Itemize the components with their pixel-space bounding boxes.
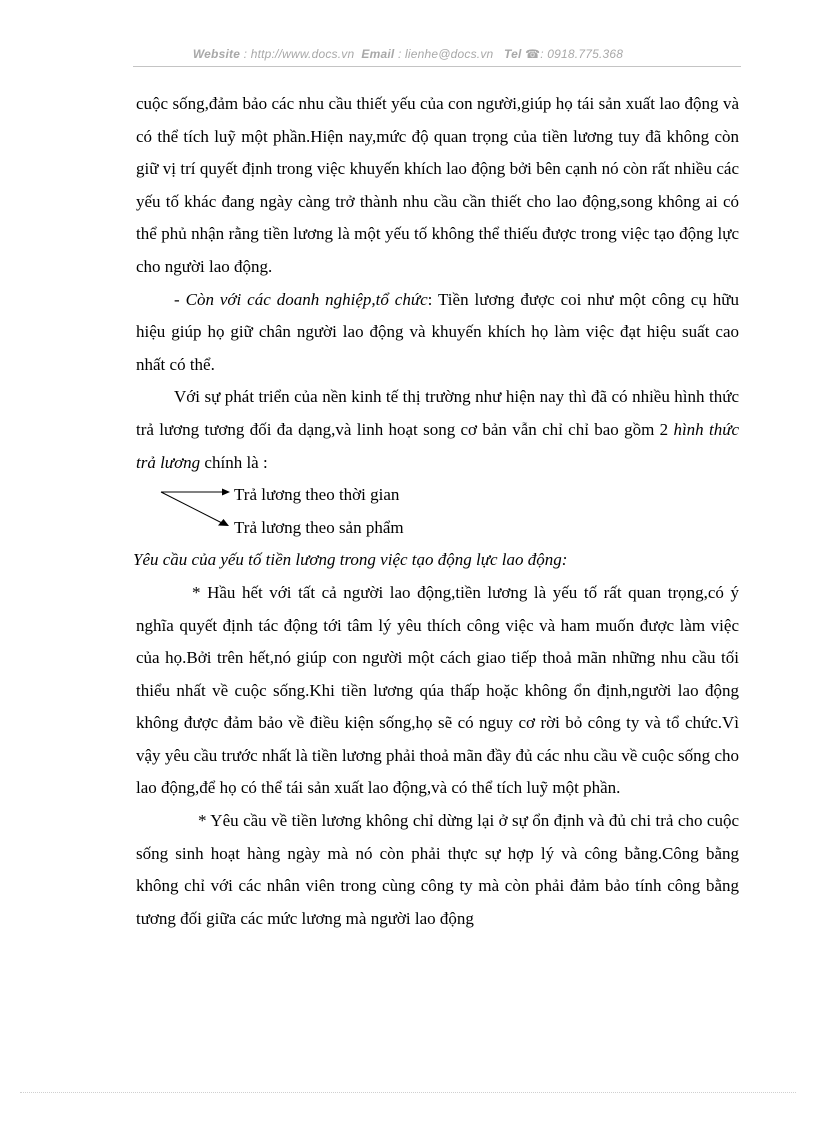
forms-text-before: Với sự phát triển của nền kinh tế thị trường như hiện nay thì đã có nhiều hình thức trả lương tương đối đa dạng,và linh hoạt song cơ bản vẫn chỉ chỉ bao gồm 2 [136,387,739,439]
enterprise-rest: : Tiền lương được coi như một công cụ hữu hiệu giúp họ giữ chân người lao động và khuyến khích họ làm việc đạt hiệu suất cao nhất có thể. [136,289,739,374]
paragraph-1: cuộc sống,đảm bảo các nhu cầu thiết yếu của con người,giúp họ tái sản xuất lao động và có thể tích luỹ một phần.Hiện nay,mức độ quan trọng của tiền lương tuy đã không còn giữ vị trí quyết định trong việc khuyến khích lao động bởi bên cạnh nó còn rất nhiều các yếu tố khác đang ngày càng trở thành nhu cầu cần thiết cho lao động,song không ai có thể phủ nhận rằng tiền lương là một yếu tố không thể thiếu được trong việc tạo động lực cho người lao động. [136,94,739,276]
requirements-heading: Yêu cầu của yếu tố tiền lương trong việc tạo động lực lao động: [133,550,568,570]
website-value: : http://www.docs.vn [243,47,355,61]
paragraph-requirement-1: * Hầu hết với tất cả người lao động,tiền lương là yếu tố rất quan trọng,có ý nghĩa quyết định tác động tới tâm lý yêu thích công việc và ham muốn được làm việc của họ.Bởi trên hết,nó giúp con người một cách giao tiếp thoả mãn những nhu cầu tối thiểu nhất về cuộc sống.Khi tiền lương qúa thấp hoặc không ổn định,người lao động không được đảm bảo về điều kiện sống,họ sẽ có nguy cơ rời bỏ công ty và tổ chức.Vì vậy yêu cầu trước nhất là tiền lương phải thoả mãn đầy đủ các nhu cầu về cuộc sống cho lao động,để họ có thể tái sản xuất lao động,và có thể tích luỹ một phần. [136,582,739,798]
page-header [0,47,816,61]
form-product-based: Trả lương theo sản phẩm [234,517,404,537]
forms-italic: hình thức trả lương [136,419,740,472]
form-time-based: Trả lương theo thời gian [234,485,400,505]
document-body [133,88,740,935]
email-value: : lienhe@docs.vn [397,47,494,61]
header-divider [133,66,741,67]
enterprise-italic: Còn với các doanh nghiệp,tổ chức [185,289,428,309]
paragraph-enterprise [136,284,739,382]
branch-arrows-icon [160,485,240,530]
forms-text-after: chính là : [200,452,268,472]
phone-icon: ☎ [525,47,541,61]
website-label: Website [192,47,241,61]
dash-prefix: - [174,289,186,309]
payment-forms-diagram [136,479,739,544]
paragraph-forms [136,381,739,479]
tel-value: : 0918.775.368 [540,47,624,61]
tel-label: Tel [504,47,522,61]
email-label: Email [361,47,395,61]
footer-divider [20,1092,796,1093]
paragraph-requirement-2: * Yêu cầu về tiền lương không chỉ dừng lại ở sự ổn định và đủ chi trả cho cuộc sống sinh hoạt hàng ngày mà nó còn phải thực sự hợp lý và công bằng.Công bằng không chỉ với các nhân viên trong cùng công ty mà còn phải đảm bảo tính công bằng tương đối giữa các mức lương mà người lao động [136,811,739,928]
